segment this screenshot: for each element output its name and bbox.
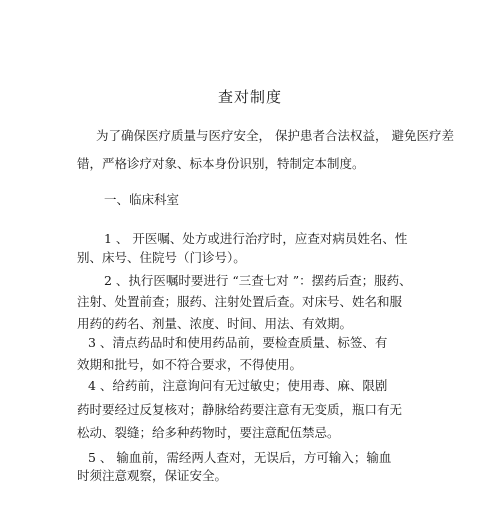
- item-3-line-1: 3 、清点药品时和使用药品前，要检查质量、标签、有: [88, 335, 388, 350]
- item-3-line-2: 效期和批号，如不符合要求，不得使用。: [77, 357, 303, 372]
- item-2-line-2: 注射、处置前查；服药、注射处置后查。对床号、姓名和服: [77, 294, 403, 309]
- item-5-line-1: 5 、 输血前，需经两人查对，无误后，方可输入；输血: [88, 450, 392, 465]
- section-heading: 一、临床科室: [104, 192, 180, 207]
- item-1-line-2: 别、床号、住院号（门诊号）。: [77, 250, 246, 265]
- item-5-line-2: 时须注意观察，保证安全。: [77, 468, 228, 483]
- item-4-line-2: 药时要经过反复核对；静脉给药要注意有无变质，瓶口有无: [77, 402, 403, 417]
- item-1-line-1: 1 、 开医嘱、处方或进行治疗时，应查对病员姓名、性: [104, 231, 408, 246]
- document-title: 查对制度: [217, 88, 282, 106]
- intro-line-1: 为了确保医疗质量与医疗安全， 保护患者合法权益， 避免医疗差: [96, 128, 454, 143]
- item-2-line-1: 2 、执行医嘱时要进行 “三查七对 ”：摆药后查；服药、: [104, 273, 412, 288]
- intro-line-2: 错，严格诊疗对象、标本身份识别，特制定本制度。: [77, 156, 365, 171]
- item-2-line-3: 用药的药名、剂量、浓度、时间、用法、有效期。: [77, 316, 353, 331]
- item-4-line-1: 4 、给药前，注意询问有无过敏史；使用毒、麻、限剧: [88, 378, 388, 393]
- item-4-line-3: 松动、裂缝；给多种药物时，要注意配伍禁忌。: [77, 425, 340, 440]
